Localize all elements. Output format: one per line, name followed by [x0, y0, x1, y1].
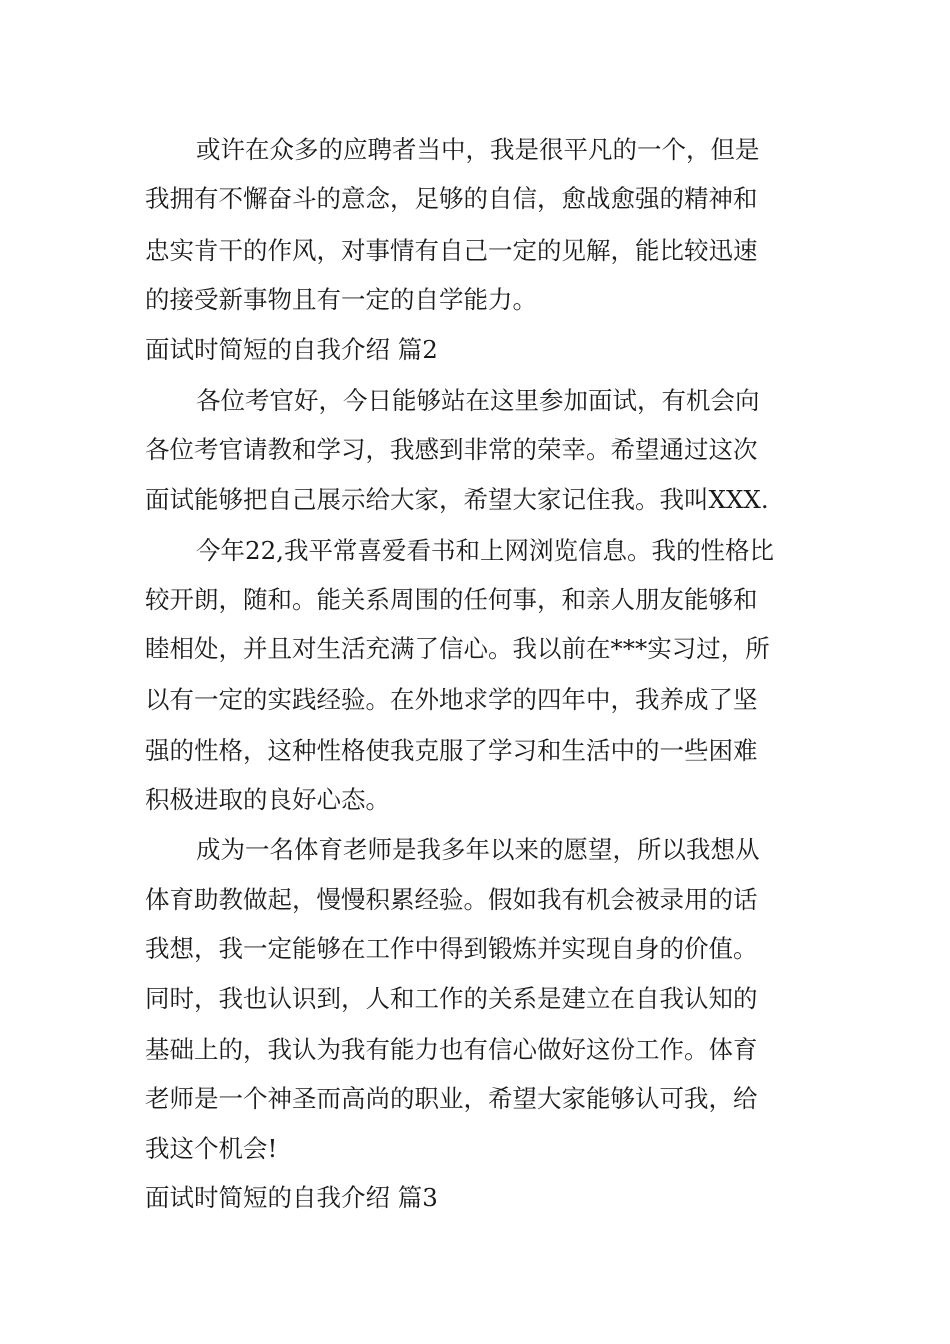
- paragraph-line: 或许在众多的应聘者当中，我是很平凡的一个，但是: [196, 135, 760, 164]
- paragraph-line: 今年22,我平常喜爱看书和上网浏览信息。我的性格比: [196, 536, 774, 565]
- paragraph-line: 睦相处，并且对生活充满了信心。我以前在***实习过，所: [145, 634, 770, 663]
- paragraph-line: 同时，我也认识到，人和工作的关系是建立在自我认知的: [145, 984, 758, 1013]
- paragraph-line: 忠实肯干的作风，对事情有自己一定的见解，能比较迅速: [145, 236, 758, 265]
- section-heading: 面试时简短的自我介绍 篇2: [145, 335, 438, 364]
- paragraph-line: 我想，我一定能够在工作中得到锻炼并实现自身的价值。: [145, 934, 758, 963]
- paragraph-line: 的接受新事物且有一定的自学能力。: [145, 285, 537, 314]
- paragraph-line: 我这个机会!: [145, 1134, 278, 1163]
- paragraph-line: 积极进取的良好心态。: [145, 785, 390, 814]
- paragraph-line: 基础上的，我认为我有能力也有信心做好这份工作。体育: [145, 1035, 758, 1064]
- paragraph-line: 以有一定的实践经验。在外地求学的四年中，我养成了坚: [145, 685, 758, 714]
- paragraph-line: 强的性格，这种性格使我克服了学习和生活中的一些困难: [145, 736, 758, 765]
- paragraph-line: 体育助教做起，慢慢积累经验。假如我有机会被录用的话: [145, 885, 758, 914]
- paragraph-line: 面试能够把自己展示给大家，希望大家记住我。我叫XXX.: [145, 485, 769, 514]
- paragraph-line: 各位考官好，今日能够站在这里参加面试，有机会向: [196, 386, 760, 415]
- paragraph-line: 老师是一个神圣而高尚的职业，希望大家能够认可我，给: [145, 1084, 758, 1113]
- paragraph-line: 成为一名体育老师是我多年以来的愿望，所以我想从: [196, 835, 760, 864]
- section-heading: 面试时简短的自我介绍 篇3: [145, 1183, 438, 1212]
- paragraph-line: 各位考官请教和学习，我感到非常的荣幸。希望通过这次: [145, 435, 758, 464]
- paragraph-line: 较开朗，随和。能关系周围的任何事，和亲人朋友能够和: [145, 585, 758, 614]
- paragraph-line: 我拥有不懈奋斗的意念，足够的自信，愈战愈强的精神和: [145, 184, 758, 213]
